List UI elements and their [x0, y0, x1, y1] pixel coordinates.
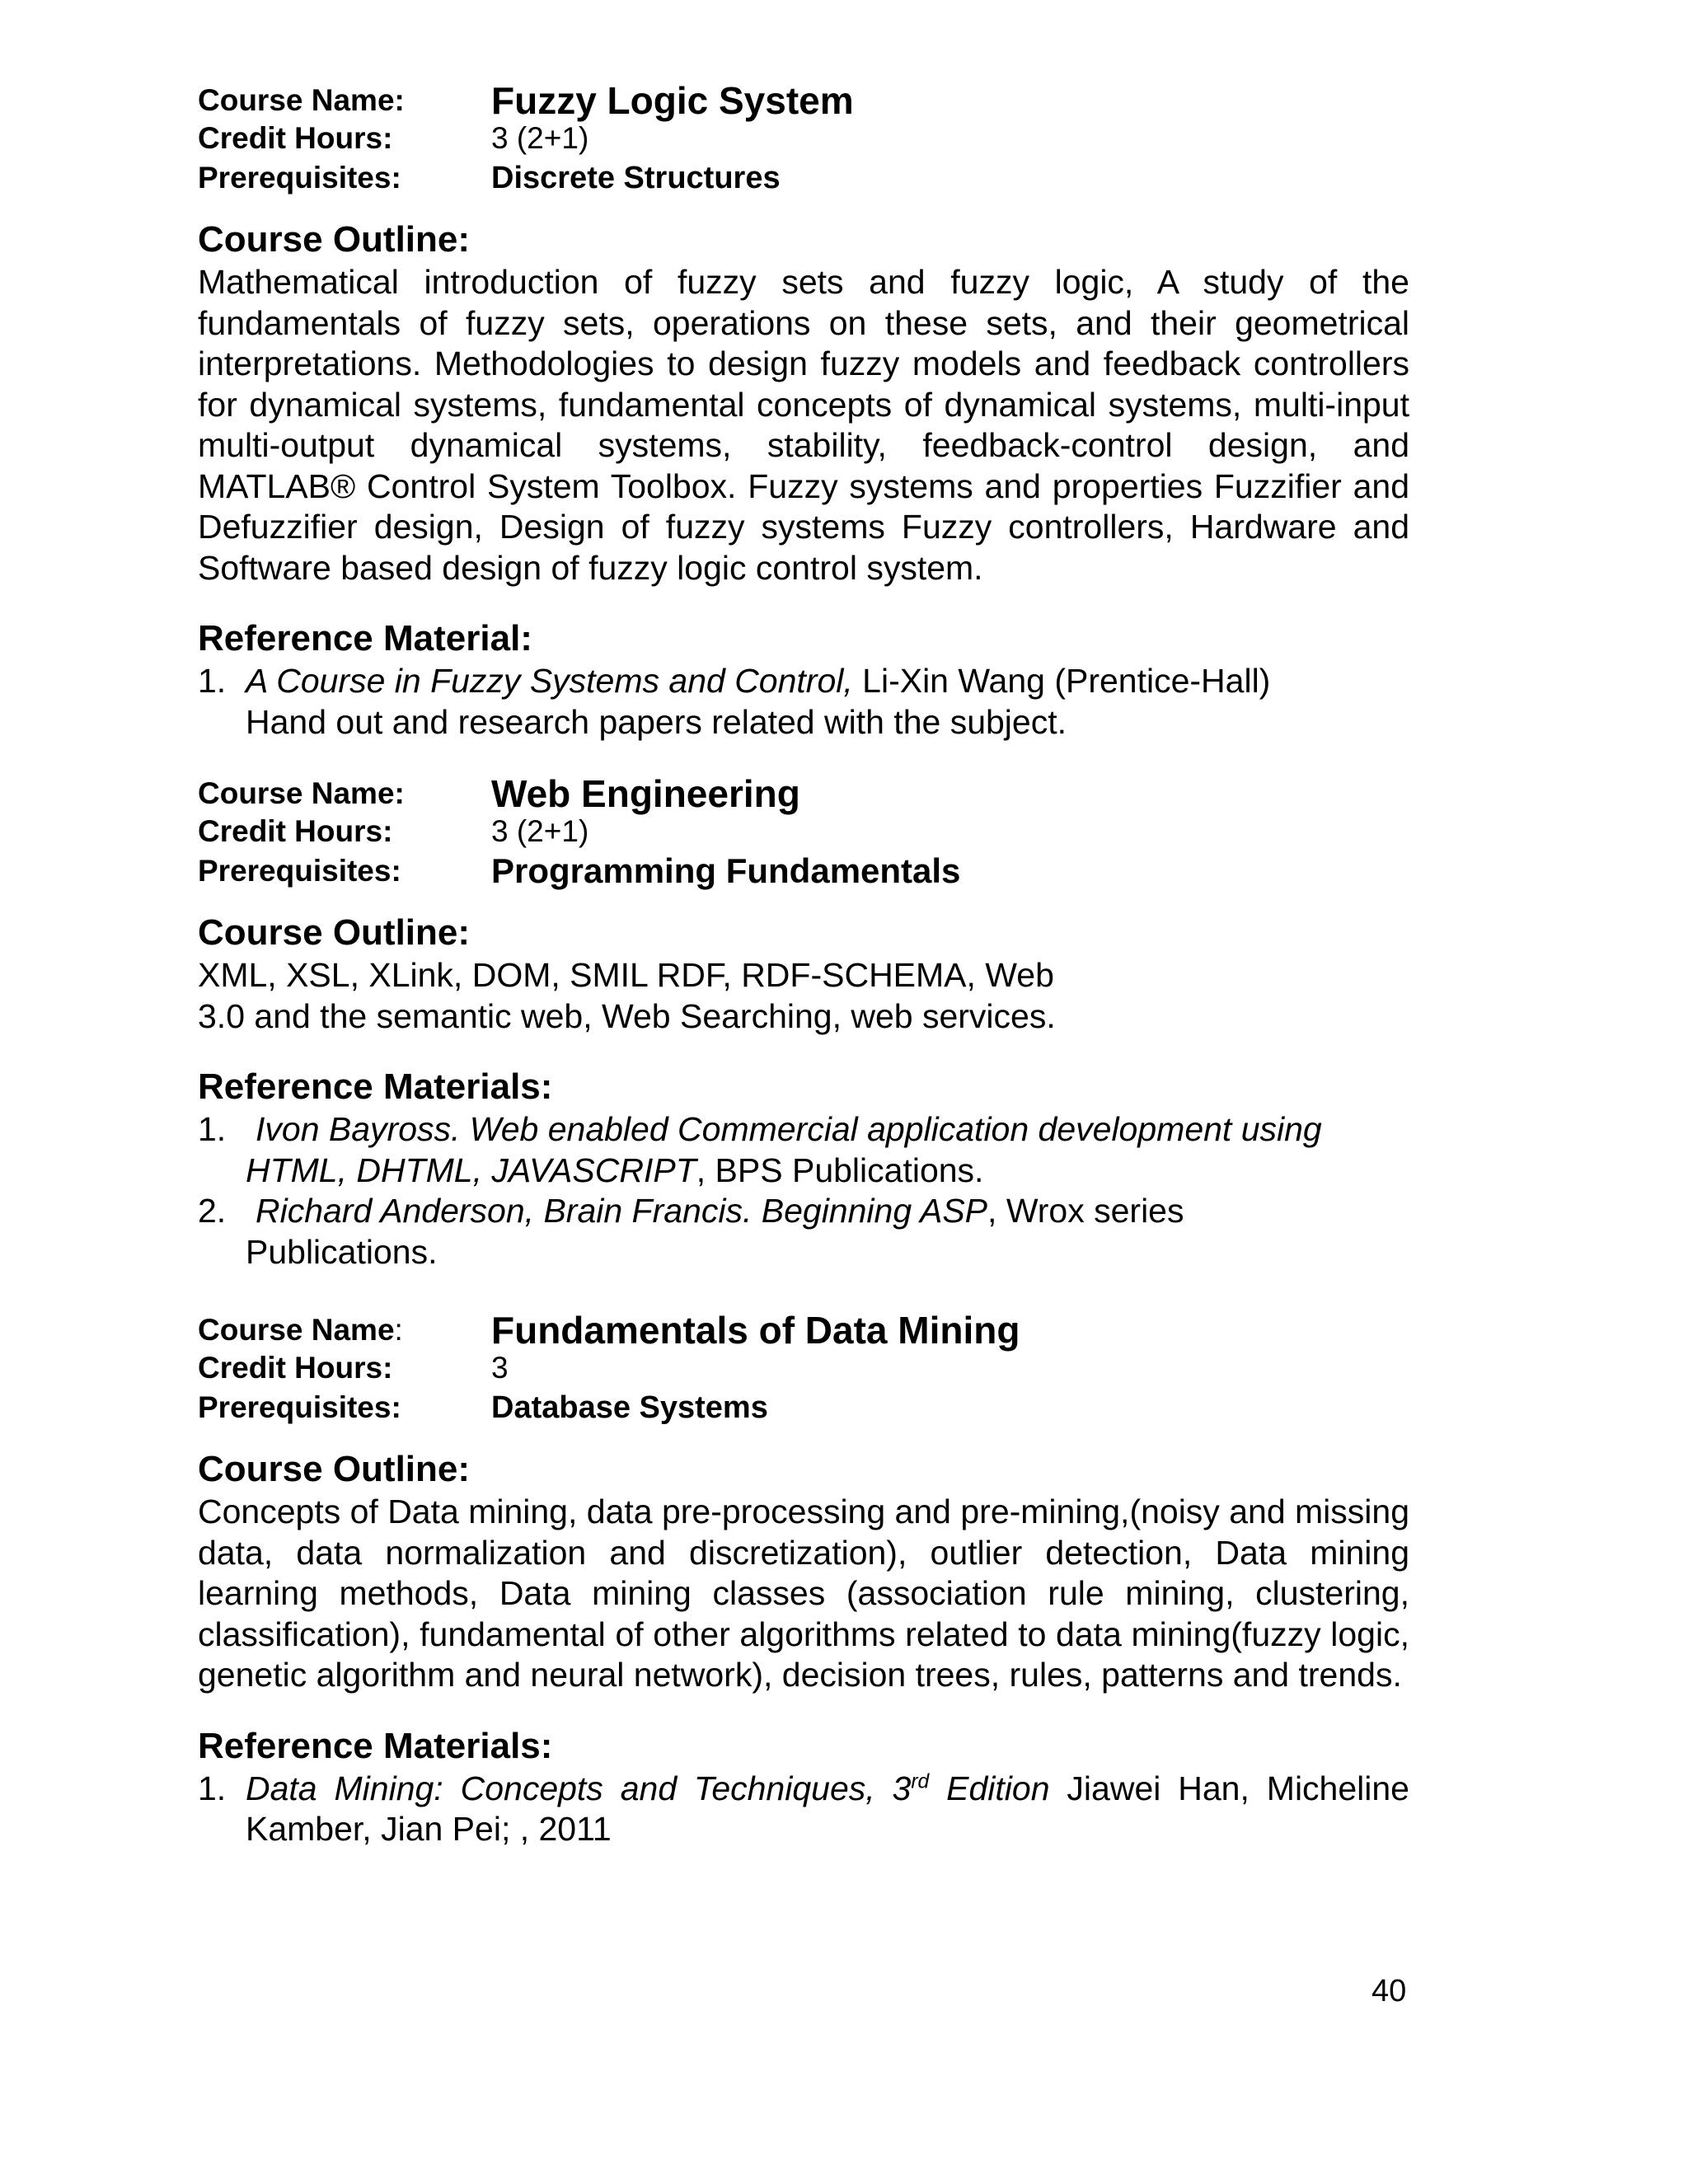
reference-item — [198, 661, 1409, 702]
credit-hours: 3 (2+1) — [491, 121, 589, 155]
reference-details: , BPS Publications. — [696, 1151, 984, 1189]
course-name-label: Course Name: — [198, 776, 405, 810]
prerequisites-row — [198, 1388, 1409, 1427]
reference-number: 1. — [198, 1110, 227, 1148]
course-name-label: Course Name: — [198, 83, 405, 117]
course-name: Fuzzy Logic System — [491, 79, 854, 122]
prerequisites-label: Prerequisites: — [198, 854, 401, 888]
reference-item — [198, 1191, 1235, 1272]
reference-item — [198, 1769, 1409, 1850]
reference-title: Ivon Bayross. Web enabled Commercial application development using HTML, DHTML, JAVASCRIPT — [246, 1110, 1322, 1189]
credit-hours: 3 — [491, 1351, 509, 1385]
prerequisites-label: Prerequisites: — [198, 1390, 401, 1424]
course-name-row — [198, 769, 1409, 815]
reference-details: Li-Xin Wang (Prentice-Hall) — [852, 662, 1271, 700]
reference-heading: Reference Materials: — [198, 1725, 553, 1766]
course-name: Fundamentals of Data Mining — [491, 1309, 1020, 1352]
prerequisites: Programming Fundamentals — [491, 851, 961, 890]
credit-hours-row — [198, 812, 1409, 851]
credit-hours: 3 (2+1) — [491, 814, 589, 848]
prerequisites-row — [198, 851, 1409, 891]
reference-item — [198, 1109, 1393, 1191]
course-data-mining — [198, 1305, 1409, 1850]
reference-title: Data Mining: Concepts and Techniques, 3rd Edition — [246, 1769, 1050, 1807]
reference-details: , Wrox series Publications. — [246, 1192, 1184, 1271]
course-name: Web Engineering — [491, 772, 800, 815]
credit-hours-label: Credit Hours: — [198, 814, 393, 848]
reference-number: 2. — [198, 1192, 227, 1230]
reference-heading: Reference Material: — [198, 618, 532, 658]
prerequisites: Database Systems — [491, 1390, 768, 1425]
reference-title: A Course in Fuzzy Systems and Control, — [246, 662, 853, 700]
reference-list — [198, 1769, 1409, 1850]
course-name-row — [198, 1305, 1409, 1352]
course-name-row — [198, 76, 1409, 122]
credit-hours-row — [198, 119, 1409, 158]
reference-details: Jiawei Han, Micheline Kamber, Jian Pei; , 2011 — [246, 1769, 1409, 1848]
outline-heading: Course Outline: — [198, 1449, 471, 1489]
credit-hours-label: Credit Hours: — [198, 1351, 393, 1385]
course-outline: XML, XSL, XLink, DOM, SMIL RDF, RDF-SCHEMA, Web 3.0 and the semantic web, Web Searching, web services. — [198, 956, 1056, 1035]
prerequisites: Discrete Structures — [491, 161, 781, 195]
course-fuzzy-logic — [198, 76, 1409, 743]
reference-list — [198, 1109, 1393, 1272]
reference-title: Richard Anderson, Brain Francis. Beginning ASP — [256, 1192, 988, 1230]
course-outline: Concepts of Data mining, data pre-processing and pre-mining,(noisy and missing data, data normalization and discretization), outlier detection, Data mining learning methods, Data mining classes (association rule mining, clustering, classification), fundamental of other algorithms related to data mining(fuzzy logic, genetic algorithm and neural network), decision trees, rules, patterns and trends. — [198, 1493, 1409, 1694]
page-number: 40 — [1372, 1974, 1407, 2008]
reference-list — [198, 661, 1409, 743]
outline-heading: Course Outline: — [198, 219, 471, 260]
reference-number: 1. — [198, 1769, 227, 1807]
credit-hours-row — [198, 1348, 1409, 1388]
course-outline: Mathematical introduction of fuzzy sets and fuzzy logic, A study of the fundamentals of fuzzy sets, operations on these sets, and their geometrical interpretations. Methodologies to design fuzzy models and feedback controllers for dynamical systems, fundamental concepts of dynamical systems, multi-input multi-output dynamical systems, stability, feedback-control design, and MATLAB® Control System Toolbox. Fuzzy systems and properties Fuzzifier and Defuzzifier design, Design of fuzzy systems Fuzzy controllers, Hardware and Software based design of fuzzy logic control system. — [198, 263, 1409, 587]
reference-number: 1. — [198, 662, 227, 700]
prerequisites-row — [198, 158, 1409, 198]
reference-note: Hand out and research papers related with the subject. — [246, 702, 1067, 741]
course-web-engineering — [198, 769, 1409, 1272]
reference-heading: Reference Materials: — [198, 1066, 553, 1107]
credit-hours-label: Credit Hours: — [198, 121, 393, 155]
outline-heading: Course Outline: — [198, 912, 471, 953]
document-page — [198, 76, 1409, 1850]
prerequisites-label: Prerequisites: — [198, 161, 401, 194]
course-name-label: Course Name: — [198, 1313, 403, 1347]
